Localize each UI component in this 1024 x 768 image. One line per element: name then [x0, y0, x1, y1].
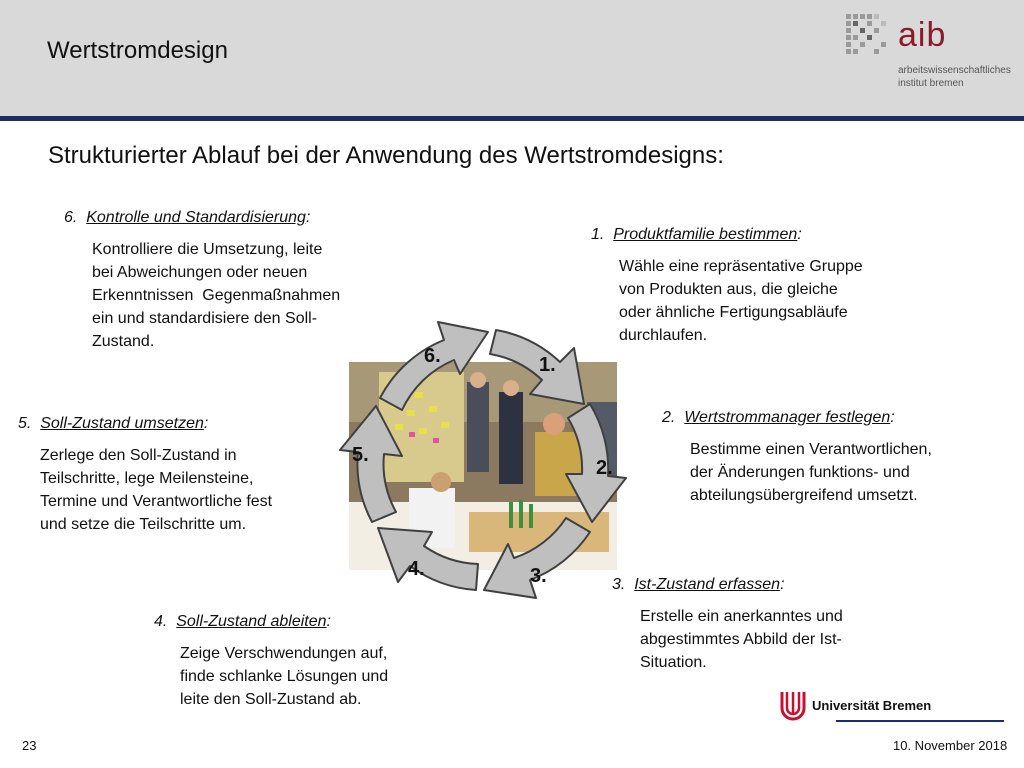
cycle-label-5: 5.: [352, 444, 369, 466]
step-4-title: Soll-Zustand ableiten: [176, 613, 327, 630]
step-4-heading: 4. Soll-Zustand ableiten:: [154, 613, 331, 630]
step-2-title: Wertstrommanager festlegen: [684, 409, 891, 426]
aib-logo-text: aib: [898, 16, 947, 54]
cycle-arrow-4: [378, 528, 478, 590]
step-4-line: Zeige Verschwendungen auf,: [180, 645, 388, 662]
step-4-line: leite den Soll-Zustand ab.: [180, 691, 362, 708]
page-number: 23: [22, 738, 37, 753]
step-2-line: Bestimme einen Verantwortlichen,: [690, 441, 932, 458]
step-5-heading: 5. Soll-Zustand umsetzen:: [18, 415, 209, 432]
step-1-line: oder ähnliche Fertigungsabläufe: [619, 304, 848, 321]
university-name: Universität Bremen: [812, 698, 932, 713]
step-6-line: ein und standardisiere den Soll-: [92, 310, 318, 327]
step-3-line: abgestimmtes Abbild der Ist-: [640, 631, 842, 648]
step-5-title: Soll-Zustand umsetzen: [40, 415, 204, 432]
step-2-heading: 2. Wertstrommanager festlegen:: [662, 409, 895, 426]
step-1-line: durchlaufen.: [619, 327, 708, 344]
aib-logo-subline-2: institut bremen: [898, 78, 964, 89]
cycle-arrow-1: [490, 330, 584, 404]
step-1-heading: 1. Produktfamilie bestimmen:: [591, 226, 802, 243]
step-3-body: [640, 605, 932, 674]
step-5-line: Teilschritte, lege Meilensteine,: [40, 470, 254, 487]
step-4-line: finde schlanke Lösungen und: [180, 668, 389, 685]
step-1-line: Wähle eine repräsentative Gruppe: [619, 258, 863, 275]
cycle-label-3: 3.: [530, 565, 547, 587]
step-6-line: bei Abweichungen oder neuen: [92, 264, 308, 281]
step-6-title: Kontrolle und Standardisierung: [86, 209, 306, 226]
step-5-line: und setze die Teilschritte um.: [40, 516, 247, 533]
cycle-label-4: 4.: [408, 558, 425, 580]
step-6-number: 6.: [64, 209, 78, 226]
process-cycle-diagram: [328, 300, 644, 610]
step-6-heading: 6. Kontrolle und Standardisierung:: [64, 209, 311, 226]
step-4-number: 4.: [154, 613, 168, 630]
step-4-body: [180, 642, 474, 711]
university-logo-icon: [780, 690, 806, 722]
step-1-body: [619, 255, 921, 347]
step-1-line: von Produkten aus, die gleiche: [619, 281, 838, 298]
step-1-number: 1.: [591, 226, 605, 243]
step-5-line: Termine und Verantwortliche fest: [40, 493, 273, 510]
page-title: Wertstromdesign: [47, 37, 228, 64]
slide-date: 10. November 2018: [893, 738, 1008, 753]
slide-subtitle: Strukturierter Ablauf bei der Anwendung des Wertstromdesigns:: [48, 142, 724, 169]
cycle-label-1: 1.: [539, 354, 556, 376]
step-6-line: Kontrolliere die Umsetzung, leite: [92, 241, 323, 258]
step-3-line: Erstelle ein anerkanntes und: [640, 608, 843, 625]
step-3-number: 3.: [612, 576, 626, 593]
step-1-title: Produktfamilie bestimmen: [613, 226, 798, 243]
step-5-body: [40, 444, 348, 536]
step-6-line: Erkenntnissen Gegenmaßnahmen: [92, 287, 341, 304]
step-5: [18, 412, 348, 536]
step-2-line: der Änderungen funktions- und: [690, 464, 910, 481]
step-6-line: Zustand.: [92, 333, 155, 350]
step-3-title: Ist-Zustand erfassen: [634, 576, 781, 593]
header-divider: [0, 116, 1024, 121]
step-2-number: 2.: [662, 409, 676, 426]
step-2: [662, 406, 1007, 507]
step-2-line: abteilungsübergreifend umsetzt.: [690, 487, 918, 504]
cycle-label-2: 2.: [596, 457, 613, 479]
step-3-heading: 3. Ist-Zustand erfassen:: [612, 576, 785, 593]
step-2-body: [690, 438, 1007, 507]
step-5-number: 5.: [18, 415, 32, 432]
step-3: [612, 573, 932, 674]
aib-logo-grid-icon: [846, 14, 890, 58]
step-4: [154, 610, 474, 711]
step-3-line: Situation.: [640, 654, 707, 671]
cycle-label-6: 6.: [424, 345, 441, 367]
step-5-line: Zerlege den Soll-Zustand in: [40, 447, 237, 464]
cycle-arrow-5: [340, 406, 402, 522]
aib-logo-subline-1: arbeitswissenschaftliches: [898, 65, 1011, 76]
footer-divider: [836, 720, 1004, 722]
